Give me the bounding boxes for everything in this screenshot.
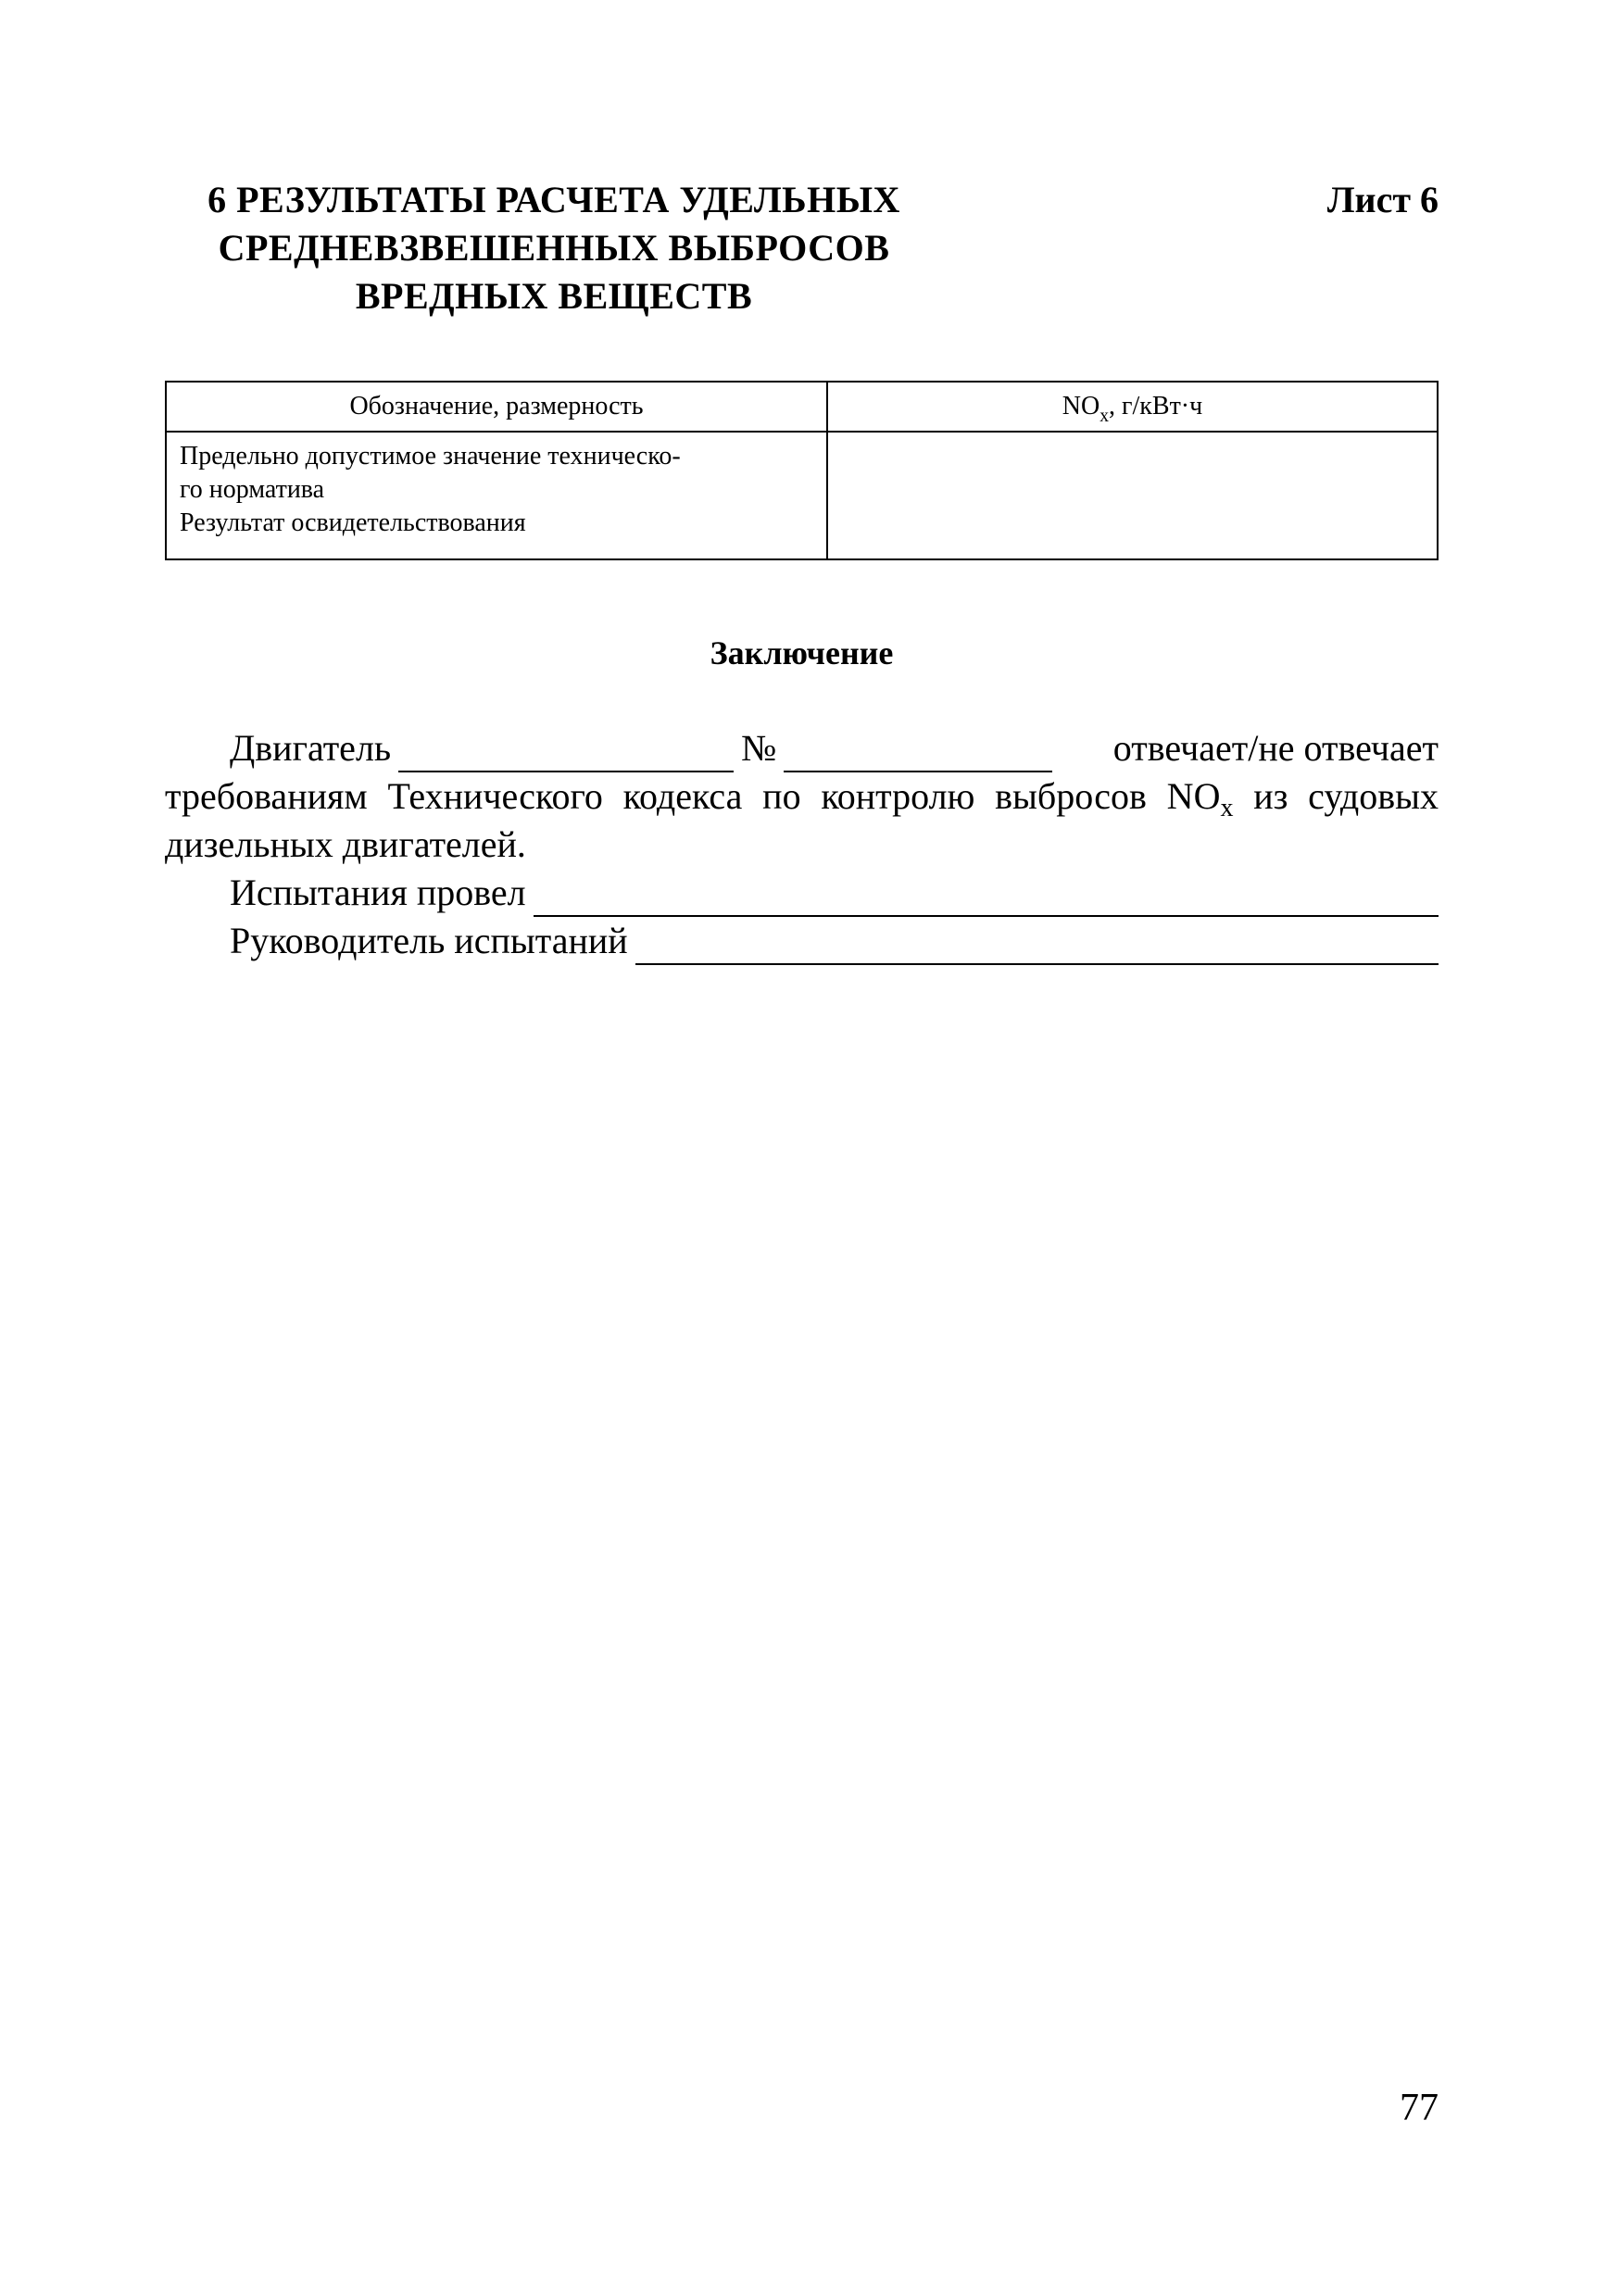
results-table (165, 381, 1439, 560)
nox-subscript: x (1100, 407, 1110, 426)
section-title-line: СРЕДНЕВЗВЕШЕННЫХ ВЫБРОСОВ (218, 227, 890, 269)
conclusion-title: Заключение (710, 634, 894, 671)
requirement-subscript: x (1220, 794, 1234, 822)
row-label: го норматива (180, 475, 325, 504)
nox-symbol: NO (1062, 392, 1100, 420)
test-lead-blank[interactable] (635, 926, 1439, 965)
conclusion-body (165, 724, 1439, 965)
requirement-line-3 (165, 821, 1439, 869)
nox-unit: , г/кВт·ч (1109, 392, 1203, 420)
table-row (166, 432, 1438, 559)
section-title (165, 176, 943, 320)
requirement-text (165, 772, 1439, 821)
section-title-line: ВРЕДНЫХ ВЕЩЕСТВ (355, 275, 753, 317)
engine-label: Двигатель (230, 727, 392, 769)
engine-line (165, 724, 1439, 772)
requirement-main: требованиям Технического кодекса по контролю выбросов NO (165, 775, 1221, 817)
table-header-row (166, 382, 1438, 432)
number-sign: № (741, 727, 777, 769)
sheet-label: Лист 6 (1326, 179, 1439, 220)
test-lead-label: Руководитель испытаний (230, 920, 628, 961)
tested-by-blank[interactable] (534, 878, 1439, 917)
row-label: Результат освидетельствования (180, 508, 526, 537)
tested-by-label: Испытания провел (230, 872, 526, 913)
verdict-text: отвечает/не отвечает (1112, 727, 1439, 769)
row-label: Предельно допустимое значение техническо- (180, 442, 681, 470)
requirement-line (165, 772, 1439, 821)
column-header-designation: Обозначение, размерность (166, 382, 827, 432)
requirement-line-3-text: дизельных двигателей. (165, 823, 526, 865)
row-labels-cell (166, 432, 827, 559)
tested-by-line (165, 869, 1439, 917)
requirement-tail: из судовых (1233, 775, 1439, 817)
section-title-line: 6 РЕЗУЛЬТАТЫ РАСЧЕТА УДЕЛЬНЫХ (207, 179, 900, 220)
page-number: 77 (1400, 2087, 1439, 2129)
engine-model-blank[interactable] (398, 734, 734, 772)
engine-number-blank[interactable] (784, 734, 1052, 772)
test-lead-line (165, 917, 1439, 965)
column-header-nox (827, 382, 1438, 432)
nox-value-cell[interactable] (827, 432, 1438, 559)
